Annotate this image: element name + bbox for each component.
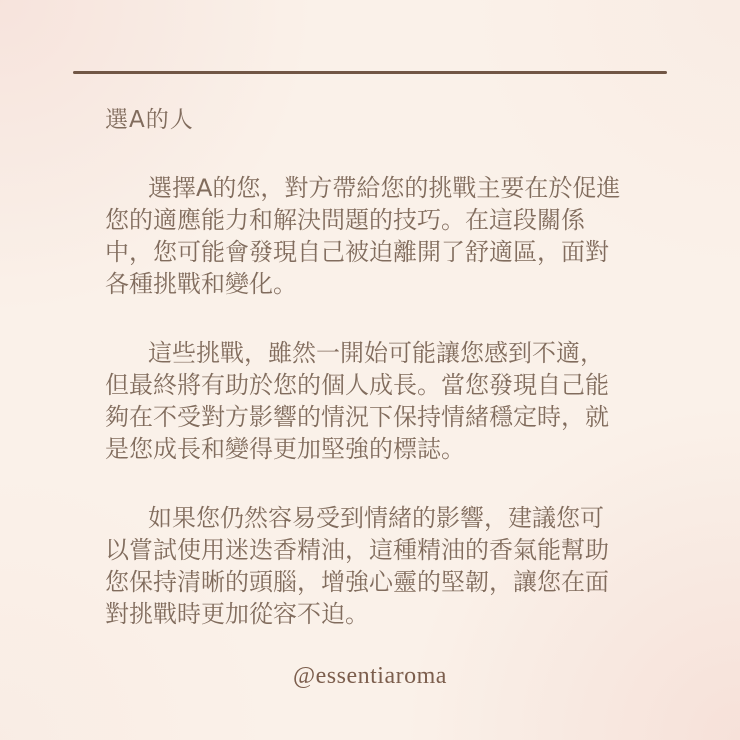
paragraph-3: 如果您仍然容易受到情緒的影響，建議您可以嘗試使用迷迭香精油，這種精油的香氣能幫助您保持清晰的頭腦，增強心靈的堅韌，讓您在面對挑戰時更加從容不迫。	[105, 504, 609, 628]
social-handle: @essentiaroma	[293, 663, 447, 689]
post-title: 選A的人	[105, 107, 194, 133]
paragraph-1: 選擇A的您，對方帶給您的挑戰主要在於促進您的適應能力和解決問題的技巧。在這段關係中，您可能會發現自己被迫離開了舒適區，面對各種挑戰和變化。	[105, 174, 621, 298]
post-body	[105, 107, 625, 630]
paragraph-2: 這些挑戰，雖然一開始可能讓您感到不適，但最終將有助於您的個人成長。當您發現自己能夠在不受對方影響的情況下保持情緒穩定時，就是您成長和變得更加堅強的標誌。	[105, 339, 609, 463]
top-divider-rule	[73, 71, 667, 74]
